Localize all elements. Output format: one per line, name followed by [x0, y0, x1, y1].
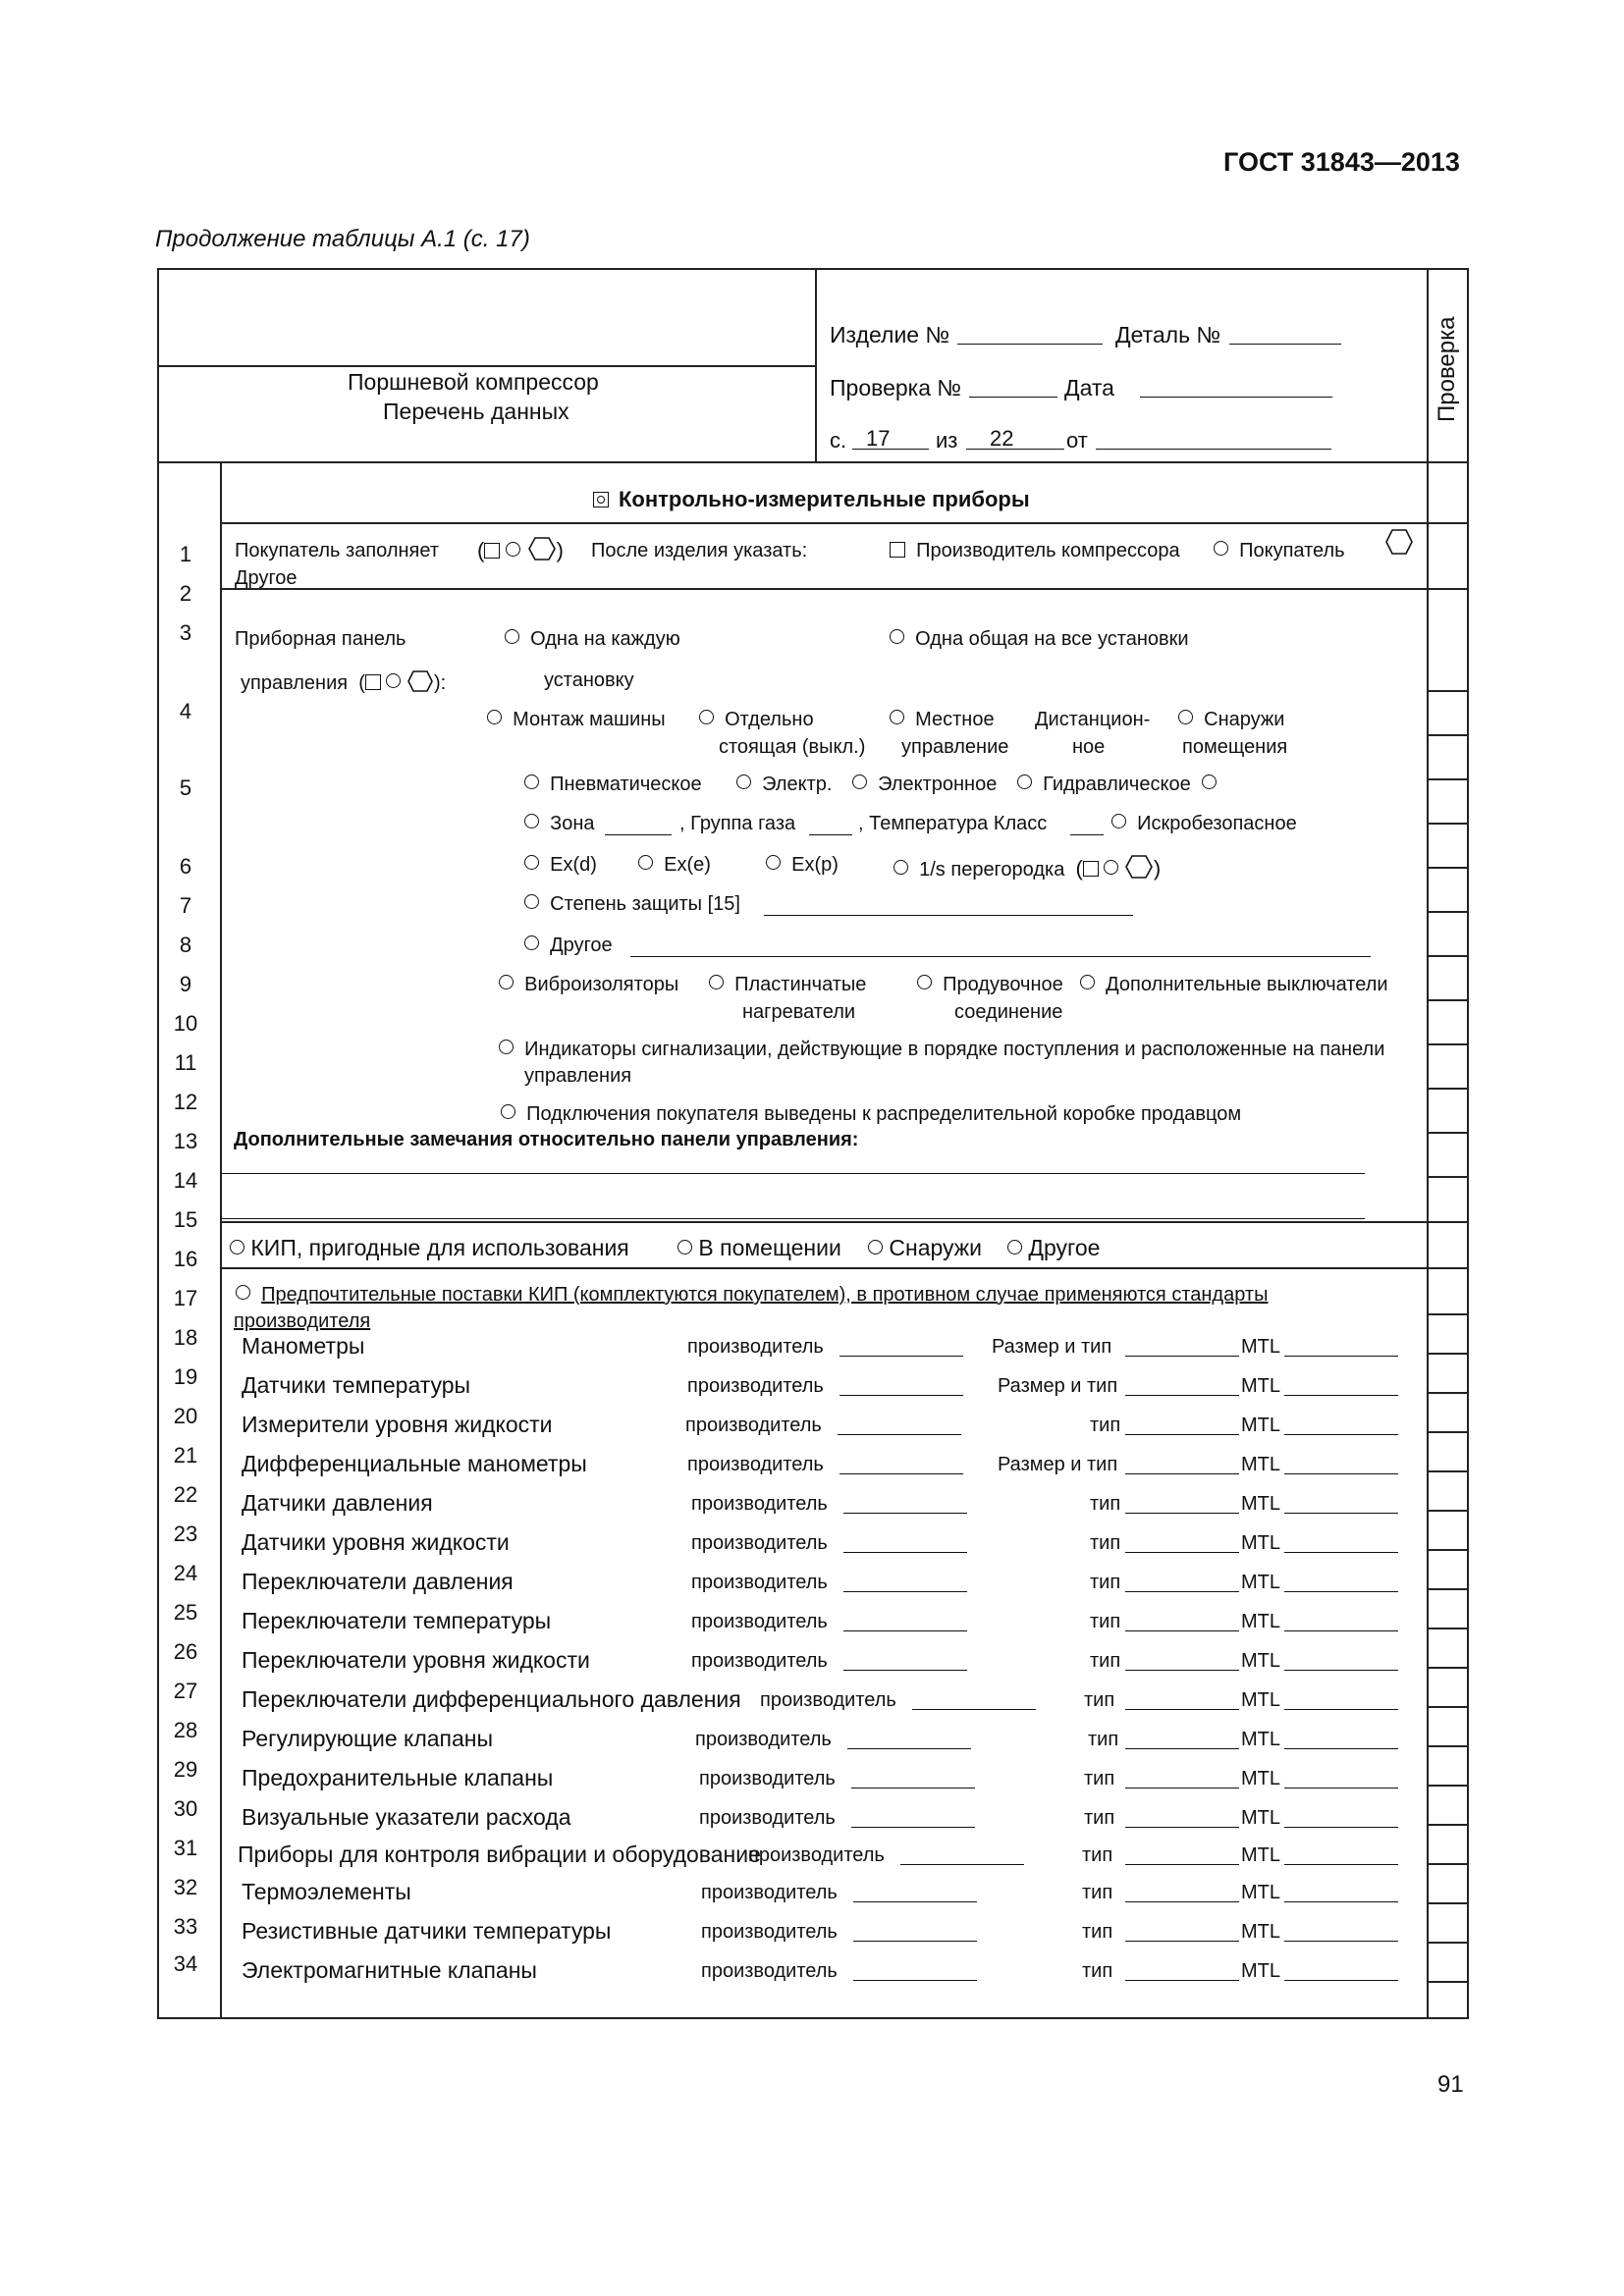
- option-plate[interactable]: Пластинчатые: [709, 974, 866, 996]
- option-exe[interactable]: Ex(e): [638, 854, 711, 877]
- maker-field[interactable]: [912, 1709, 1036, 1710]
- radio-icon: [709, 975, 724, 989]
- type-field[interactable]: [1125, 1513, 1239, 1514]
- row-number: 14: [173, 1168, 198, 1193]
- option-other2[interactable]: Другое: [524, 934, 613, 957]
- check-col-divider: [1427, 268, 1429, 2019]
- remarks-line-1[interactable]: [222, 1173, 1365, 1174]
- instrument-name: Предохранительные клапаны: [242, 1765, 554, 1790]
- instrument-name: Датчики температуры: [242, 1372, 471, 1398]
- radio-icon: [1202, 774, 1217, 789]
- izdelie-field[interactable]: [957, 344, 1103, 345]
- maker-label: производитель: [691, 1650, 828, 1672]
- radio-icon: [524, 855, 539, 870]
- instrument-name: Измерители уровня жидкости: [242, 1412, 553, 1437]
- maker-label: производитель: [691, 1532, 828, 1554]
- maker-field[interactable]: [851, 1788, 975, 1789]
- option-vibro[interactable]: Виброизоляторы: [499, 974, 678, 996]
- row-number: 16: [173, 1247, 198, 1271]
- after-item-label: После изделия указать:: [591, 540, 808, 561]
- row-number: 21: [173, 1443, 198, 1468]
- row-number: 11: [174, 1050, 197, 1075]
- circle-icon: [1104, 860, 1118, 875]
- instrument-name: Дифференциальные манометры: [242, 1451, 587, 1476]
- radio-icon: [736, 774, 751, 789]
- radio-icon: [524, 814, 539, 828]
- mtl-field[interactable]: [1284, 1591, 1398, 1592]
- type-field[interactable]: [1125, 1670, 1239, 1671]
- type-field[interactable]: [1125, 1591, 1239, 1592]
- instrument-name: Датчики давления: [242, 1490, 433, 1516]
- separate-line2: стоящая (выкл.): [719, 736, 866, 758]
- row-number: 4: [179, 699, 192, 723]
- type-field[interactable]: [1125, 1709, 1239, 1710]
- install-label: установку: [544, 669, 634, 691]
- radio-icon: [499, 1040, 514, 1054]
- zone-field[interactable]: [605, 834, 672, 835]
- temp-class-field[interactable]: [1070, 834, 1104, 835]
- type-field[interactable]: [1125, 1864, 1239, 1865]
- indicators-line2: управления: [524, 1065, 632, 1087]
- rownum-col-divider: [220, 461, 222, 2019]
- option-other[interactable]: Другое: [235, 567, 298, 589]
- frame-bottom: [157, 2017, 1469, 2019]
- sec1-bottom: [220, 1221, 1469, 1223]
- square-icon: [1083, 861, 1099, 877]
- type-label: тип: [1084, 1807, 1115, 1829]
- maker-field[interactable]: [900, 1864, 1024, 1865]
- row-number: 19: [173, 1364, 198, 1389]
- instrument-name: Термоэлементы: [242, 1879, 411, 1904]
- local-line2: управление: [901, 736, 1009, 758]
- mtl-label: MTL: [1241, 1572, 1280, 1593]
- sec2-bottom: [220, 1267, 1469, 1269]
- type-label: Размер и тип: [998, 1454, 1118, 1475]
- gas-group-label: , Группа газа: [679, 813, 796, 834]
- type-field[interactable]: [1125, 1941, 1239, 1942]
- row-number: 31: [173, 1836, 198, 1860]
- radio-icon: [230, 1240, 244, 1255]
- mtl-field[interactable]: [1284, 1473, 1398, 1474]
- standard-number: ГОСТ 31843—2013: [1223, 147, 1460, 177]
- row-number: 33: [173, 1914, 198, 1939]
- option-machine-mount[interactable]: Монтаж машины: [487, 709, 666, 731]
- mtl-field[interactable]: [1284, 1552, 1398, 1553]
- mtl-field[interactable]: [1284, 1630, 1398, 1631]
- maker-label: производитель: [687, 1375, 824, 1397]
- option-indicators[interactable]: Индикаторы сигнализации, действующие в порядке поступления и расположенные на панели: [499, 1039, 1384, 1061]
- mtl-label: MTL: [1241, 1415, 1280, 1436]
- radio-icon: [890, 710, 904, 724]
- radio-icon: [1017, 774, 1032, 789]
- instrument-name: Переключатели температуры: [242, 1608, 552, 1633]
- plate-line2: нагреватели: [742, 1001, 856, 1023]
- maker-label: производитель: [701, 1960, 838, 1982]
- type-label: тип: [1088, 1729, 1119, 1750]
- type-label: тип: [1082, 1921, 1113, 1943]
- marker-legend: ( ): [477, 538, 564, 562]
- maker-label: производитель: [695, 1729, 832, 1750]
- row1-bottom: [220, 588, 1469, 590]
- maker-label: производитель: [691, 1611, 828, 1632]
- mtl-label: MTL: [1241, 1375, 1280, 1397]
- maker-field[interactable]: [843, 1552, 967, 1553]
- hexagon-icon: [527, 536, 557, 561]
- row-number: 20: [173, 1404, 198, 1428]
- type-field[interactable]: [1125, 1395, 1239, 1396]
- mtl-label: MTL: [1241, 1882, 1280, 1903]
- radio-icon: [501, 1104, 515, 1119]
- maker-field[interactable]: [847, 1748, 971, 1749]
- mtl-label: MTL: [1241, 1960, 1280, 1982]
- maker-field[interactable]: [843, 1670, 967, 1671]
- sheet-value: 17: [866, 426, 891, 451]
- title-line2: Перечень данных: [383, 399, 569, 424]
- row-number: 10: [173, 1011, 198, 1036]
- date-field[interactable]: [1140, 397, 1332, 398]
- mtl-field[interactable]: [1284, 1356, 1398, 1357]
- mtl-label: MTL: [1241, 1493, 1280, 1515]
- row-number: 15: [173, 1207, 198, 1232]
- type-field[interactable]: [1125, 1827, 1239, 1828]
- row-number: 30: [173, 1796, 198, 1821]
- radio-icon: [1178, 710, 1193, 724]
- maker-field[interactable]: [853, 1980, 977, 1981]
- radio-icon: [766, 855, 781, 870]
- remote-line2: ное: [1072, 736, 1106, 758]
- radio-icon: [638, 855, 653, 870]
- maker-field[interactable]: [843, 1630, 967, 1631]
- type-label: тип: [1090, 1572, 1121, 1593]
- type-label: тип: [1082, 1960, 1113, 1982]
- radio-icon: [1007, 1240, 1022, 1255]
- mtl-label: MTL: [1241, 1454, 1280, 1475]
- option-intrinsic[interactable]: Искробезопасное: [1111, 813, 1297, 835]
- maker-label: производитель: [699, 1807, 836, 1829]
- instrument-name: Резистивные датчики температуры: [242, 1918, 612, 1944]
- option-electr[interactable]: Электр.: [736, 774, 832, 796]
- instrument-name: Датчики уровня жидкости: [242, 1529, 510, 1555]
- radio-icon: [524, 774, 539, 789]
- radio-icon: [524, 894, 539, 909]
- option-kip[interactable]: КИП, пригодные для использования: [230, 1235, 629, 1261]
- instrument-name: Регулирующие клапаны: [242, 1726, 494, 1751]
- panel-label: Приборная панель: [235, 628, 406, 650]
- row-number: 25: [173, 1600, 198, 1625]
- type-label: Размер и тип: [992, 1336, 1112, 1358]
- option-preferred[interactable]: Предпочтительные поставки КИП (комплектуются покупателем), в противном случае применяются стандарты: [236, 1284, 1268, 1307]
- type-field[interactable]: [1125, 1473, 1239, 1474]
- sec1-title-bottom: [220, 522, 1469, 524]
- hexagon-icon: [1384, 528, 1414, 556]
- maker-label: производитель: [701, 1921, 838, 1943]
- izdelie-label: Изделие №: [830, 322, 950, 347]
- frame-top: [157, 268, 1469, 270]
- option-zone[interactable]: Зона: [524, 813, 595, 835]
- title-divider-v: [815, 268, 817, 462]
- type-label: тип: [1090, 1611, 1121, 1632]
- mtl-field[interactable]: [1284, 1788, 1398, 1789]
- type-field[interactable]: [1125, 1980, 1239, 1981]
- option-local[interactable]: Местное: [890, 709, 995, 731]
- type-label: Размер и тип: [998, 1375, 1118, 1397]
- row-number: 29: [173, 1757, 198, 1782]
- mtl-field[interactable]: [1284, 1827, 1398, 1828]
- row-number: 12: [173, 1090, 198, 1114]
- title-bottom: [157, 461, 1469, 463]
- page-number: 91: [1437, 2071, 1464, 2098]
- option-extra-switches[interactable]: Дополнительные выключатели: [1080, 974, 1388, 996]
- maker-label: производитель: [701, 1882, 838, 1903]
- type-field[interactable]: [1125, 1630, 1239, 1631]
- maker-label: производитель: [687, 1336, 824, 1358]
- frame-right: [1467, 268, 1469, 2019]
- maker-label: производитель: [687, 1454, 824, 1475]
- mtl-field[interactable]: [1284, 1513, 1398, 1514]
- maker-label: производитель: [699, 1768, 836, 1789]
- mtl-label: MTL: [1241, 1768, 1280, 1789]
- square-icon: [365, 674, 381, 690]
- row-number: 17: [173, 1286, 198, 1310]
- row-number: 7: [179, 893, 192, 918]
- option-electronic[interactable]: Электронное: [852, 774, 997, 796]
- maker-field[interactable]: [839, 1473, 963, 1474]
- type-field[interactable]: [1125, 1434, 1239, 1435]
- purge-line2: соединение: [954, 1001, 1063, 1023]
- type-field[interactable]: [1125, 1901, 1239, 1902]
- row-number: 22: [173, 1482, 198, 1507]
- row-number: 5: [179, 775, 192, 800]
- radio-icon: [893, 860, 908, 875]
- row-number: 9: [179, 972, 192, 996]
- option-purge[interactable]: Продувочное: [917, 974, 1063, 996]
- maker-field[interactable]: [838, 1434, 961, 1435]
- row-number: 26: [173, 1639, 198, 1664]
- option-outdoor[interactable]: Снаружи: [868, 1235, 982, 1261]
- checkbox-icon: [890, 542, 905, 558]
- mtl-label: MTL: [1241, 1336, 1280, 1358]
- radio-icon: [505, 629, 519, 644]
- instrument-name: Манометры: [242, 1333, 365, 1359]
- sheet-label: с.: [830, 428, 847, 453]
- instrument-name: Переключатели дифференциального давления: [242, 1686, 741, 1712]
- type-field[interactable]: [1125, 1356, 1239, 1357]
- instrument-name: Переключатели давления: [242, 1569, 514, 1594]
- maker-field[interactable]: [843, 1591, 967, 1592]
- from-label: от: [1066, 428, 1088, 453]
- mtl-label: MTL: [1241, 1650, 1280, 1672]
- checked-box-icon: [593, 492, 609, 507]
- mtl-label: MTL: [1241, 1844, 1280, 1866]
- row-number: 32: [173, 1875, 198, 1899]
- option-other-kip[interactable]: Другое: [1007, 1235, 1100, 1261]
- maker-field[interactable]: [851, 1827, 975, 1828]
- option-connections[interactable]: Подключения покупателя выведены к распределительной коробке продавцом: [501, 1103, 1241, 1126]
- maker-field[interactable]: [853, 1901, 977, 1902]
- remarks-line-2[interactable]: [222, 1218, 1365, 1219]
- option-exp[interactable]: Ex(p): [766, 854, 839, 877]
- proverka-no-label: Проверка №: [830, 375, 962, 400]
- mtl-label: MTL: [1241, 1611, 1280, 1632]
- type-label: тип: [1090, 1493, 1121, 1515]
- date-label: Дата: [1064, 375, 1114, 400]
- radio-icon: [890, 629, 904, 644]
- of-label: из: [936, 428, 958, 453]
- square-icon: [484, 543, 500, 559]
- detal-label: Деталь №: [1115, 322, 1221, 347]
- mtl-label: MTL: [1241, 1532, 1280, 1554]
- option-pneumatic[interactable]: Пневматическое: [524, 774, 702, 796]
- option-remote[interactable]: Дистанцион-: [1035, 709, 1151, 730]
- maker-field[interactable]: [853, 1941, 977, 1942]
- option-protection[interactable]: Степень защиты [15]: [524, 893, 740, 916]
- mtl-field[interactable]: [1284, 1395, 1398, 1396]
- type-label: тип: [1084, 1689, 1115, 1711]
- mtl-field[interactable]: [1284, 1434, 1398, 1435]
- row-number: 34: [173, 1951, 198, 1976]
- radio-icon: [524, 935, 539, 950]
- proverka-no-field[interactable]: [969, 397, 1057, 398]
- type-label: тип: [1082, 1882, 1113, 1903]
- row-number: 3: [179, 620, 192, 645]
- of-value: 22: [990, 426, 1014, 451]
- instrument-name: Визуальные указатели расхода: [242, 1804, 571, 1830]
- mtl-field[interactable]: [1284, 1709, 1398, 1710]
- type-label: тип: [1082, 1844, 1113, 1866]
- maker-label: производитель: [685, 1415, 822, 1436]
- row-number: 23: [173, 1522, 198, 1546]
- type-field[interactable]: [1125, 1748, 1239, 1749]
- mtl-field[interactable]: [1284, 1748, 1398, 1749]
- option-indoor[interactable]: В помещении: [677, 1235, 841, 1261]
- maker-field[interactable]: [843, 1513, 967, 1514]
- radio-icon: [236, 1285, 250, 1300]
- mtl-field[interactable]: [1284, 1670, 1398, 1671]
- remarks-label: Дополнительные замечания относительно панели управления:: [234, 1129, 859, 1150]
- radio-icon: [487, 710, 502, 724]
- preferred-line2: производителя: [234, 1310, 371, 1332]
- row-number: 2: [179, 581, 192, 606]
- maker-field[interactable]: [839, 1356, 963, 1357]
- mtl-field[interactable]: [1284, 1901, 1398, 1902]
- circle-icon: [506, 542, 520, 557]
- row-number: 1: [179, 542, 192, 566]
- option-hydraulic[interactable]: Гидравлическое: [1017, 774, 1217, 796]
- radio-icon: [499, 975, 514, 989]
- radio-icon: [852, 774, 867, 789]
- type-field[interactable]: [1125, 1552, 1239, 1553]
- mtl-label: MTL: [1241, 1689, 1280, 1711]
- maker-label: производитель: [760, 1689, 896, 1711]
- temp-class-label: , Температура Класс: [858, 813, 1048, 834]
- gas-group-field[interactable]: [809, 834, 852, 835]
- protection-field[interactable]: [764, 915, 1133, 916]
- row-number: 13: [173, 1129, 198, 1153]
- mtl-label: MTL: [1241, 1807, 1280, 1829]
- radio-icon: [1080, 975, 1095, 989]
- row-number: 18: [173, 1325, 198, 1350]
- radio-icon: [917, 975, 932, 989]
- circle-icon: [386, 673, 401, 688]
- detal-field[interactable]: [1229, 344, 1341, 345]
- maker-label: производитель: [691, 1493, 828, 1515]
- mtl-field[interactable]: [1284, 1941, 1398, 1942]
- type-label: тип: [1090, 1650, 1121, 1672]
- option-one-common[interactable]: Одна общая на все установки: [890, 628, 1189, 651]
- frame-left: [157, 268, 159, 2019]
- instrument-name: Приборы для контроля вибрации и оборудование: [238, 1842, 761, 1867]
- radio-icon: [1111, 814, 1126, 828]
- option-outside[interactable]: Снаружи: [1178, 709, 1284, 731]
- outside-line2: помещения: [1182, 736, 1288, 758]
- instrument-name: Электромагнитные клапаны: [242, 1957, 537, 1983]
- radio-icon: [1214, 541, 1228, 556]
- row-number: 27: [173, 1679, 198, 1703]
- radio-icon: [677, 1240, 692, 1255]
- mtl-label: MTL: [1241, 1921, 1280, 1943]
- maker-label: производитель: [748, 1844, 885, 1866]
- row-number: 24: [173, 1561, 198, 1585]
- option-partition[interactable]: 1/s перегородка ( ): [893, 854, 1161, 881]
- radio-icon: [868, 1240, 883, 1255]
- from-field[interactable]: [1096, 449, 1331, 450]
- type-label: тип: [1090, 1532, 1121, 1554]
- option-separate[interactable]: Отдельно: [699, 709, 814, 731]
- type-field[interactable]: [1125, 1788, 1239, 1789]
- option-exd[interactable]: Ex(d): [524, 854, 597, 877]
- maker-label: производитель: [691, 1572, 828, 1593]
- hexagon-icon: [1124, 854, 1154, 880]
- table-caption: Продолжение таблицы А.1 (с. 17): [155, 226, 530, 252]
- title-line1: Поршневой компрессор: [348, 369, 599, 395]
- option-manufacturer[interactable]: Производитель компрессора: [890, 540, 1180, 562]
- type-label: тип: [1090, 1415, 1121, 1436]
- type-label: тип: [1084, 1768, 1115, 1789]
- instrument-name: Переключатели уровня жидкости: [242, 1647, 590, 1673]
- buyer-fills-label: Покупатель заполняет: [235, 540, 439, 561]
- mtl-field[interactable]: [1284, 1864, 1398, 1865]
- mtl-field[interactable]: [1284, 1980, 1398, 1981]
- maker-field[interactable]: [839, 1395, 963, 1396]
- radio-icon: [699, 710, 714, 724]
- row-number: 6: [179, 854, 192, 879]
- mtl-label: MTL: [1241, 1729, 1280, 1750]
- option-one-each[interactable]: Одна на каждую: [505, 628, 680, 651]
- row-number: 28: [173, 1718, 198, 1742]
- other2-field[interactable]: [630, 956, 1371, 957]
- option-buyer[interactable]: Покупатель: [1214, 540, 1345, 562]
- row-number: 8: [179, 933, 192, 957]
- check-column-title: Проверка: [1434, 316, 1460, 422]
- panel-control-label: управления ( ):: [241, 669, 446, 695]
- section-title: Контрольно-измерительные приборы: [593, 487, 1030, 512]
- title-inner-h: [157, 365, 815, 367]
- hexagon-icon: [406, 669, 434, 693]
